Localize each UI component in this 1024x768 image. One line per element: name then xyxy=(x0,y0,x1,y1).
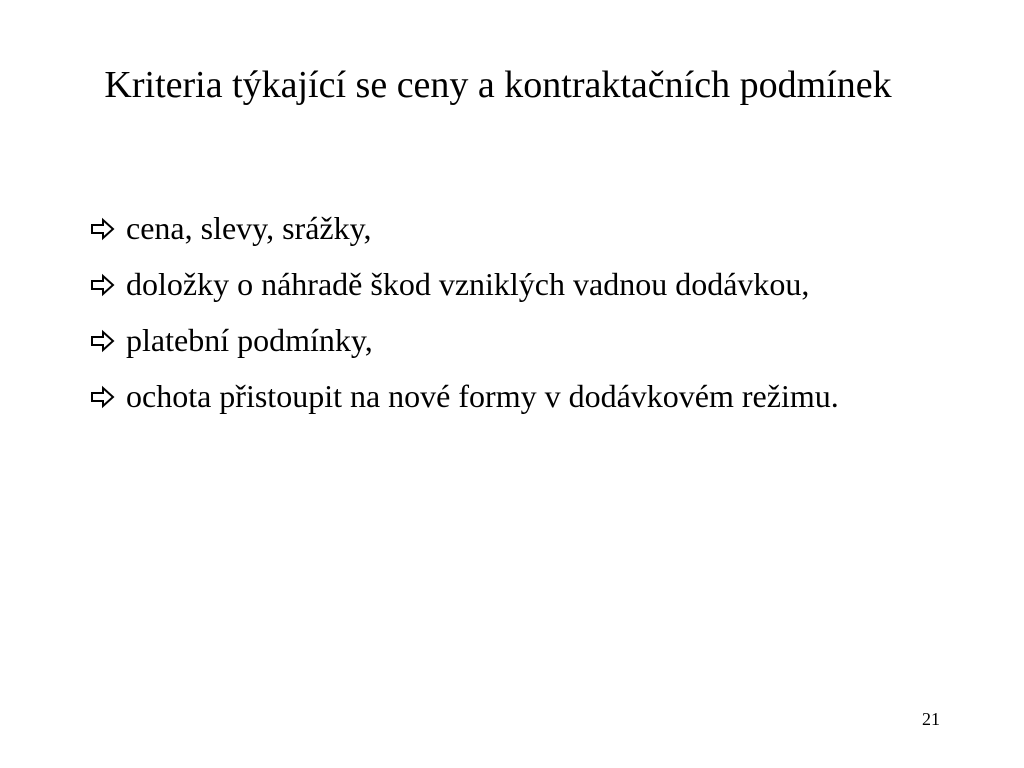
arrow-right-outline-icon xyxy=(90,217,118,241)
bullet-text: ochota přistoupit na nové formy v dodávkovém režimu. xyxy=(126,378,839,414)
slide-title: Kriteria týkající se ceny a kontraktačních podmínek xyxy=(104,64,892,106)
bullet-text: cena, slevy, srážky, xyxy=(126,210,372,246)
bullet-text: platební podmínky, xyxy=(126,322,373,358)
arrow-right-outline-icon xyxy=(90,385,118,409)
bullet-item xyxy=(90,372,930,420)
bullet-text: doložky o náhradě škod vzniklých vadnou dodávkou, xyxy=(126,266,810,302)
bullet-item xyxy=(90,260,930,308)
arrow-right-outline-icon xyxy=(90,273,118,297)
bullet-list xyxy=(90,204,930,428)
arrow-right-outline-icon xyxy=(90,329,118,353)
page-number: 21 xyxy=(922,709,940,729)
bullet-item xyxy=(90,204,930,252)
bullet-item xyxy=(90,316,930,364)
